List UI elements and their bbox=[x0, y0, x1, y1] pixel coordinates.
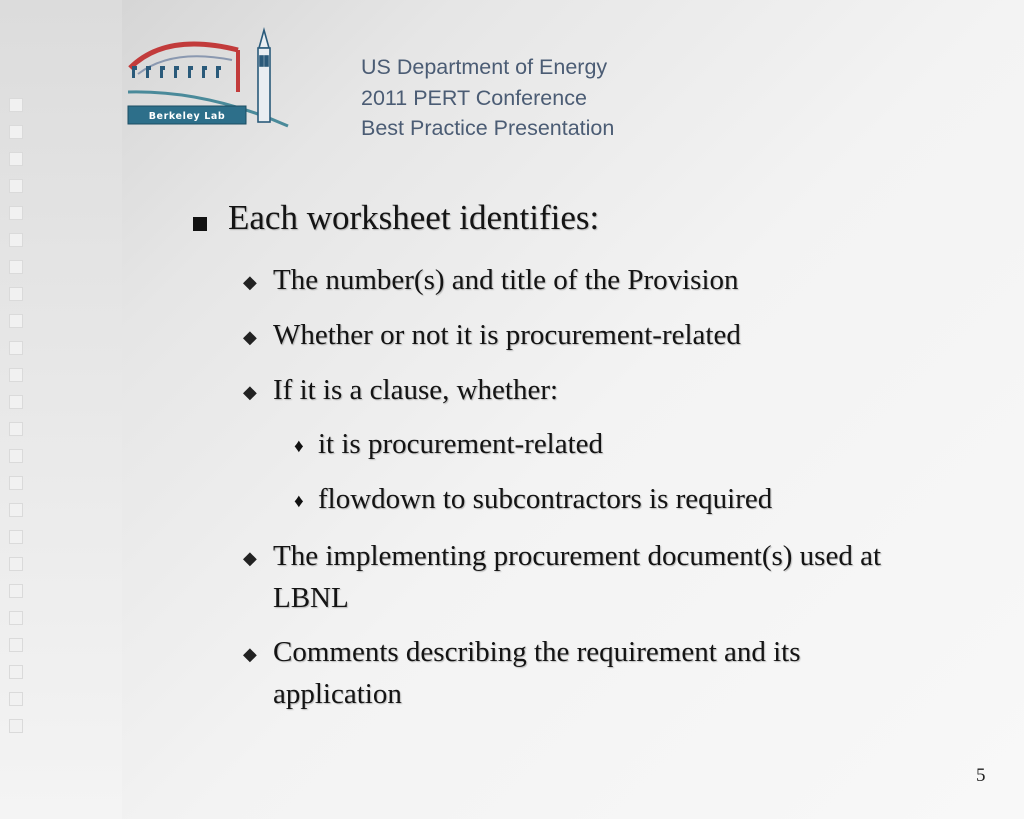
diamond-bullet-icon: ◆ bbox=[243, 272, 257, 292]
diamond-bullet-icon: ◆ bbox=[243, 548, 257, 568]
list-item: Whether or not it is procurement-related bbox=[273, 319, 741, 351]
diamond-bullet-icon: ◆ bbox=[243, 382, 257, 402]
diamond-bullet-icon: ◆ bbox=[243, 644, 257, 664]
header-line-3: Best Practice Presentation bbox=[361, 116, 615, 140]
list-item: The number(s) and title of the Provision bbox=[273, 264, 739, 296]
logo-label: Berkeley Lab bbox=[148, 111, 226, 122]
small-diamond-bullet-icon: ♦ bbox=[294, 436, 304, 457]
sub-list-item: flowdown to subcontractors is required bbox=[318, 483, 773, 515]
header-line-1: US Department of Energy bbox=[361, 55, 608, 79]
heading: Each worksheet identifies: bbox=[228, 198, 600, 237]
header-line-2: 2011 PERT Conference bbox=[361, 85, 587, 110]
list-item: The implementing procurement document(s) used at LBNL bbox=[273, 540, 882, 614]
page-number: 5 bbox=[976, 765, 986, 786]
list-item: Comments describing the requirement and its application bbox=[273, 636, 801, 710]
list-item: If it is a clause, whether: bbox=[273, 374, 559, 406]
small-diamond-bullet-icon: ♦ bbox=[294, 491, 304, 512]
sub-list-item: it is procurement-related bbox=[318, 428, 604, 460]
square-bullet-icon bbox=[193, 217, 207, 231]
diamond-bullet-icon: ◆ bbox=[243, 327, 257, 347]
